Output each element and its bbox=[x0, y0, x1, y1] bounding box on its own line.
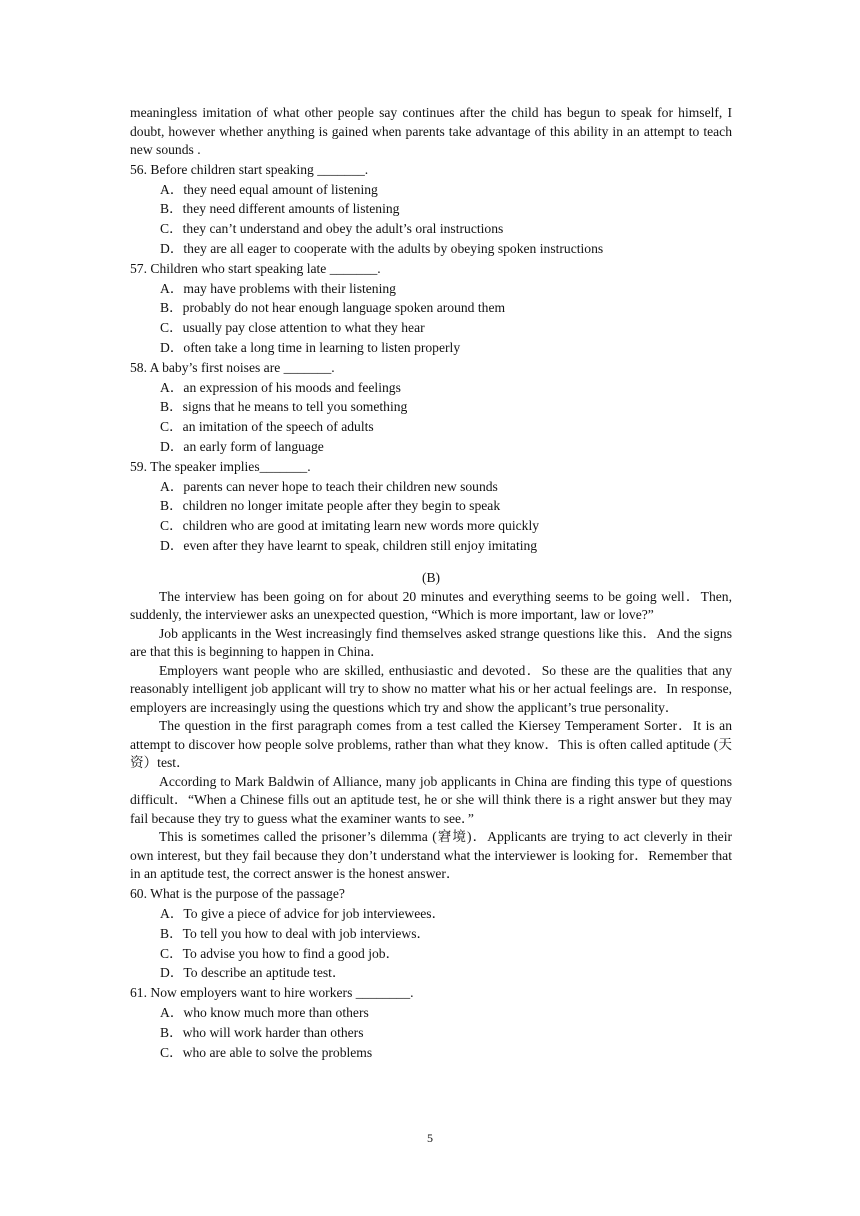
question-60 bbox=[130, 885, 732, 983]
document-page bbox=[130, 104, 732, 1062]
passage-paragraph: The interview has been going on for about 20 minutes and everything seems to be going well．Then, suddenly, the interviewer asks an unexpected question, “Which is more important, law or love?” bbox=[130, 588, 732, 623]
passage-paragraph: According to Mark Baldwin of Alliance, many job applicants in China are finding this type of questions difficult．“When a Chinese fills out an aptitude test, he or she will think there is a right answer but they may fail because they try to guess what the examiner wants to see．” bbox=[130, 773, 732, 826]
option-c: C．To advise you how to find a good job． bbox=[160, 945, 400, 961]
option-a: A．To give a piece of advice for job interviewees． bbox=[160, 906, 446, 922]
option-a: A．an expression of his moods and feelings bbox=[160, 379, 401, 395]
intro-paragraph: meaningless imitation of what other people say continues after the child has begun to speak for himself, I doubt, however whether anything is gained when parents take advantage of this ability in an attempt to teach new sounds . bbox=[130, 105, 732, 157]
passage-b bbox=[130, 588, 732, 884]
passage-paragraph: Employers want people who are skilled, enthusiastic and devoted．So these are the qualities that any reasonably intelligent job applicant will try to show no matter what his or her actual feelings are．In response, employers are increasingly using the questions which try and show the applicant’s true personality． bbox=[130, 662, 732, 715]
question-57 bbox=[130, 260, 732, 358]
question-stem: 57. Children who start speaking late _______. bbox=[130, 260, 381, 276]
option-d: D．they are all eager to cooperate with the adults by obeying spoken instructions bbox=[160, 240, 604, 256]
question-stem: 60. What is the purpose of the passage? bbox=[130, 886, 345, 902]
option-c: C．they can’t understand and obey the adult’s oral instructions bbox=[160, 221, 504, 237]
question-stem: 59. The speaker implies_______. bbox=[130, 458, 311, 474]
option-d: D．To describe an aptitude test． bbox=[160, 965, 346, 981]
option-b: B．children no longer imitate people after they begin to speak bbox=[160, 498, 501, 514]
passage-paragraph: This is sometimes called the prisoner’s dilemma (窘境)．Applicants are trying to act cleverly in their own interest, but they fail because they don’t understand what the interviewer is looking for．Remember that in an aptitude test, the correct answer is the honest answer． bbox=[130, 829, 732, 882]
question-stem: 61. Now employers want to hire workers ________. bbox=[130, 985, 414, 1001]
question-stem: 56. Before children start speaking _______. bbox=[130, 161, 369, 177]
option-c: C．usually pay close attention to what they hear bbox=[160, 320, 425, 336]
option-d: D．even after they have learnt to speak, children still enjoy imitating bbox=[160, 537, 538, 553]
question-58 bbox=[130, 359, 732, 457]
option-a: A．who know much more than others bbox=[160, 1005, 369, 1021]
question-group-a bbox=[130, 161, 732, 556]
option-a: A．may have problems with their listening bbox=[160, 280, 396, 296]
question-61 bbox=[130, 984, 732, 1062]
option-a: A．parents can never hope to teach their children new sounds bbox=[160, 478, 498, 494]
page-number: 5 bbox=[427, 1131, 433, 1145]
passage-paragraph: The question in the first paragraph comes from a test called the Kiersey Temperament Sorter．It is an attempt to discover how people solve problems, rather than what they know．This is often called aptitude (天资）test． bbox=[130, 718, 732, 771]
option-b: B．To tell you how to deal with job interviews． bbox=[160, 925, 431, 941]
option-b: B．probably do not hear enough language spoken around them bbox=[160, 300, 506, 316]
question-stem: 58. A baby’s first noises are _______. bbox=[130, 359, 335, 375]
option-d: D．an early form of language bbox=[160, 438, 324, 454]
question-56 bbox=[130, 161, 732, 259]
option-c: C．an imitation of the speech of adults bbox=[160, 419, 374, 435]
passage-paragraph: Job applicants in the West increasingly find themselves asked strange questions like this．And the signs are that this is beginning to happen in China． bbox=[130, 625, 732, 660]
option-c: C．who are able to solve the problems bbox=[160, 1044, 373, 1060]
question-group-b bbox=[130, 885, 732, 1062]
question-59 bbox=[130, 458, 732, 556]
option-a: A．they need equal amount of listening bbox=[160, 181, 378, 197]
option-b: B．who will work harder than others bbox=[160, 1024, 364, 1040]
option-c: C．children who are good at imitating learn new words more quickly bbox=[160, 518, 540, 534]
section-b-heading: (B) bbox=[421, 570, 441, 586]
option-b: B．they need different amounts of listening bbox=[160, 201, 400, 217]
option-b: B．signs that he means to tell you something bbox=[160, 399, 408, 415]
option-d: D．often take a long time in learning to listen properly bbox=[160, 339, 461, 355]
